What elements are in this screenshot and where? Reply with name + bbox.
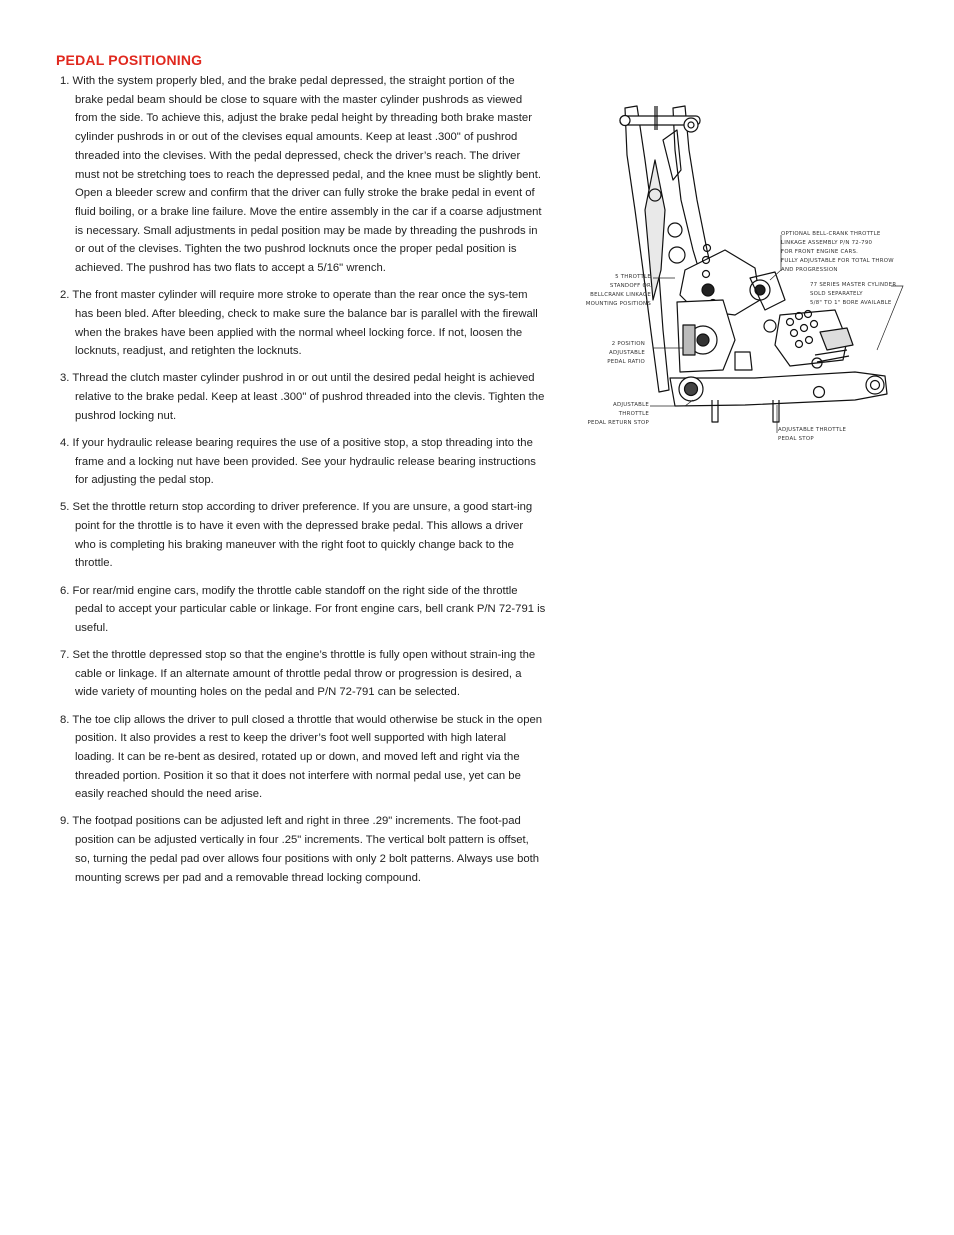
- callout-text: OPTIONAL BELL-CRANK THROTTLE: [781, 231, 881, 237]
- callout-text: PEDAL RATIO: [607, 359, 645, 365]
- callout-text: AND PROGRESSION: [781, 267, 838, 273]
- callout-text: 2 POSITION: [611, 341, 645, 347]
- callout-text: 77 SERIES MASTER CYLINDER: [810, 282, 897, 288]
- callout-text: ADJUSTABLE THROTTLE: [778, 427, 847, 433]
- callout-text: BELLCRANK LINKAGE: [590, 292, 651, 298]
- callout-bellcrank: [781, 230, 911, 275]
- callout-master-cylinder: [810, 281, 910, 308]
- callout-text: MOUNTING POSITIONS: [585, 301, 651, 307]
- callout-text: ADJUSTABLE: [613, 402, 649, 408]
- callout-pedal-ratio: [585, 340, 645, 367]
- callout-throttle-stop: [778, 426, 888, 444]
- callout-text: FOR FRONT ENGINE CARS.: [781, 249, 859, 255]
- instruction-list: [60, 72, 546, 896]
- callout-throttle-standoff: [585, 273, 651, 309]
- callout-text: LINKAGE ASSEMBLY P/N 72-790: [781, 240, 873, 246]
- callout-return-stop: [585, 401, 649, 428]
- callout-text: 5/8" TO 1" BORE AVAILABLE: [810, 300, 892, 306]
- callout-text: 5 THROTTLE: [615, 274, 651, 280]
- callout-text: PEDAL RETURN STOP: [587, 420, 649, 426]
- instruction-step-4: 4. If your hydraulic release bearing requires the use of a positive stop, a stop threading into the frame and a locking nut have been provided. See your hydraulic release bearing instructions for adjusting the pedal stop.: [60, 436, 536, 487]
- callout-text: STANDOFF OR: [609, 283, 651, 289]
- callout-text: SOLD SEPARATELY: [810, 291, 863, 297]
- section-title: PEDAL POSITIONING: [56, 52, 203, 68]
- callout-text: FULLY ADJUSTABLE FOR TOTAL THROW: [781, 258, 894, 264]
- callout-text: PEDAL STOP: [778, 436, 814, 442]
- instruction-step-9: 9. The footpad positions can be adjusted left and right in three .29" increments. The foot-pad position can be adjusted vertically in four .25" increments. The vertical bolt pattern is offset, so, turning the pedal pad over allows four positions with only 2 bolt patterns. Always use both mounting screws per pad and a removable thread locking compound.: [60, 815, 540, 884]
- instruction-step-8: 8. The toe clip allows the driver to pull closed a throttle that would otherwise be stuck in the open position. It also provides a rest to keep the driver’s foot well supported with high lateral loading. It can be re-bent as desired, rotated up or down, and moved left and right via the threaded portion. Position it so that it does not interfere with normal pedal use, yet can be easily reached should the need arise.: [60, 713, 543, 801]
- instruction-step-6: 6. For rear/mid engine cars, modify the throttle cable standoff on the right side of the throttle pedal to accept your particular cable or linkage. For front engine cars, bell crank P/N 72-791 is useful.: [60, 584, 546, 634]
- instruction-step-5: 5. Set the throttle return stop according to driver preference. If you are unsure, a good start-ing point for the throttle is to have it even with the depressed brake pedal. This allows a driver who is completing his braking maneuver with the right foot to quickly change back to the throttle.: [60, 501, 533, 570]
- callout-text: THROTTLE: [618, 411, 649, 417]
- instruction-step-3: 3. Thread the clutch master cylinder pushrod in or out until the desired pedal height is achieved relative to the brake pedal. Keep at least .300" of pushrod threaded into the clevis. Tighten the pushrod locking nut.: [60, 372, 545, 422]
- instruction-step-2: 2. The front master cylinder will require more stroke to operate than the rear once the sys-tem has been bled. After bleeding, check to make sure the balance bar is parallel with the firewall when the brakes have been applied with the normal wheel locking force. If not, loosen the locknuts, readjust, and retighten the locknuts.: [60, 289, 538, 358]
- pedal-assembly-figure: [585, 100, 915, 440]
- instruction-step-7: 7. Set the throttle depressed stop so that the engine’s throttle is fully open without strain-ing the cable or linkage. If an alternate amount of throttle pedal throw or progression is desired, a wide variety of mounting holes on the pedal and P/N 72-791 can be selected.: [60, 649, 536, 699]
- instruction-step-1: 1. With the system properly bled, and the brake pedal depressed, the straight portion of the brake pedal beam should be close to square with the master cylinder pushrods as viewed from the side. To achieve this, adjust the brake pedal height by threading both brake master cylinder pushrods in or out of the clevises equal amounts. Keep at least .300" of pushrod threaded into the clevises. With the pedal depressed, check the driver’s reach. The driver must not be stretching toes to reach the depressed pedal, and the knee must be slightly bent. Open a bleeder screw and confirm that the driver can fully stroke the brake pedal in event of fluid boiling, or a brake line failure. Move the entire assembly in the car if a coarse adjustment is necessary. Small adjustments in pedal position may be made by threading the pushrods in or out of the clevises. Tighten the two pushrod locknuts once the proper pedal position is achieved. The pushrod has two flats to accept a 5/16" wrench.: [60, 75, 542, 275]
- callout-text: ADJUSTABLE: [609, 350, 645, 356]
